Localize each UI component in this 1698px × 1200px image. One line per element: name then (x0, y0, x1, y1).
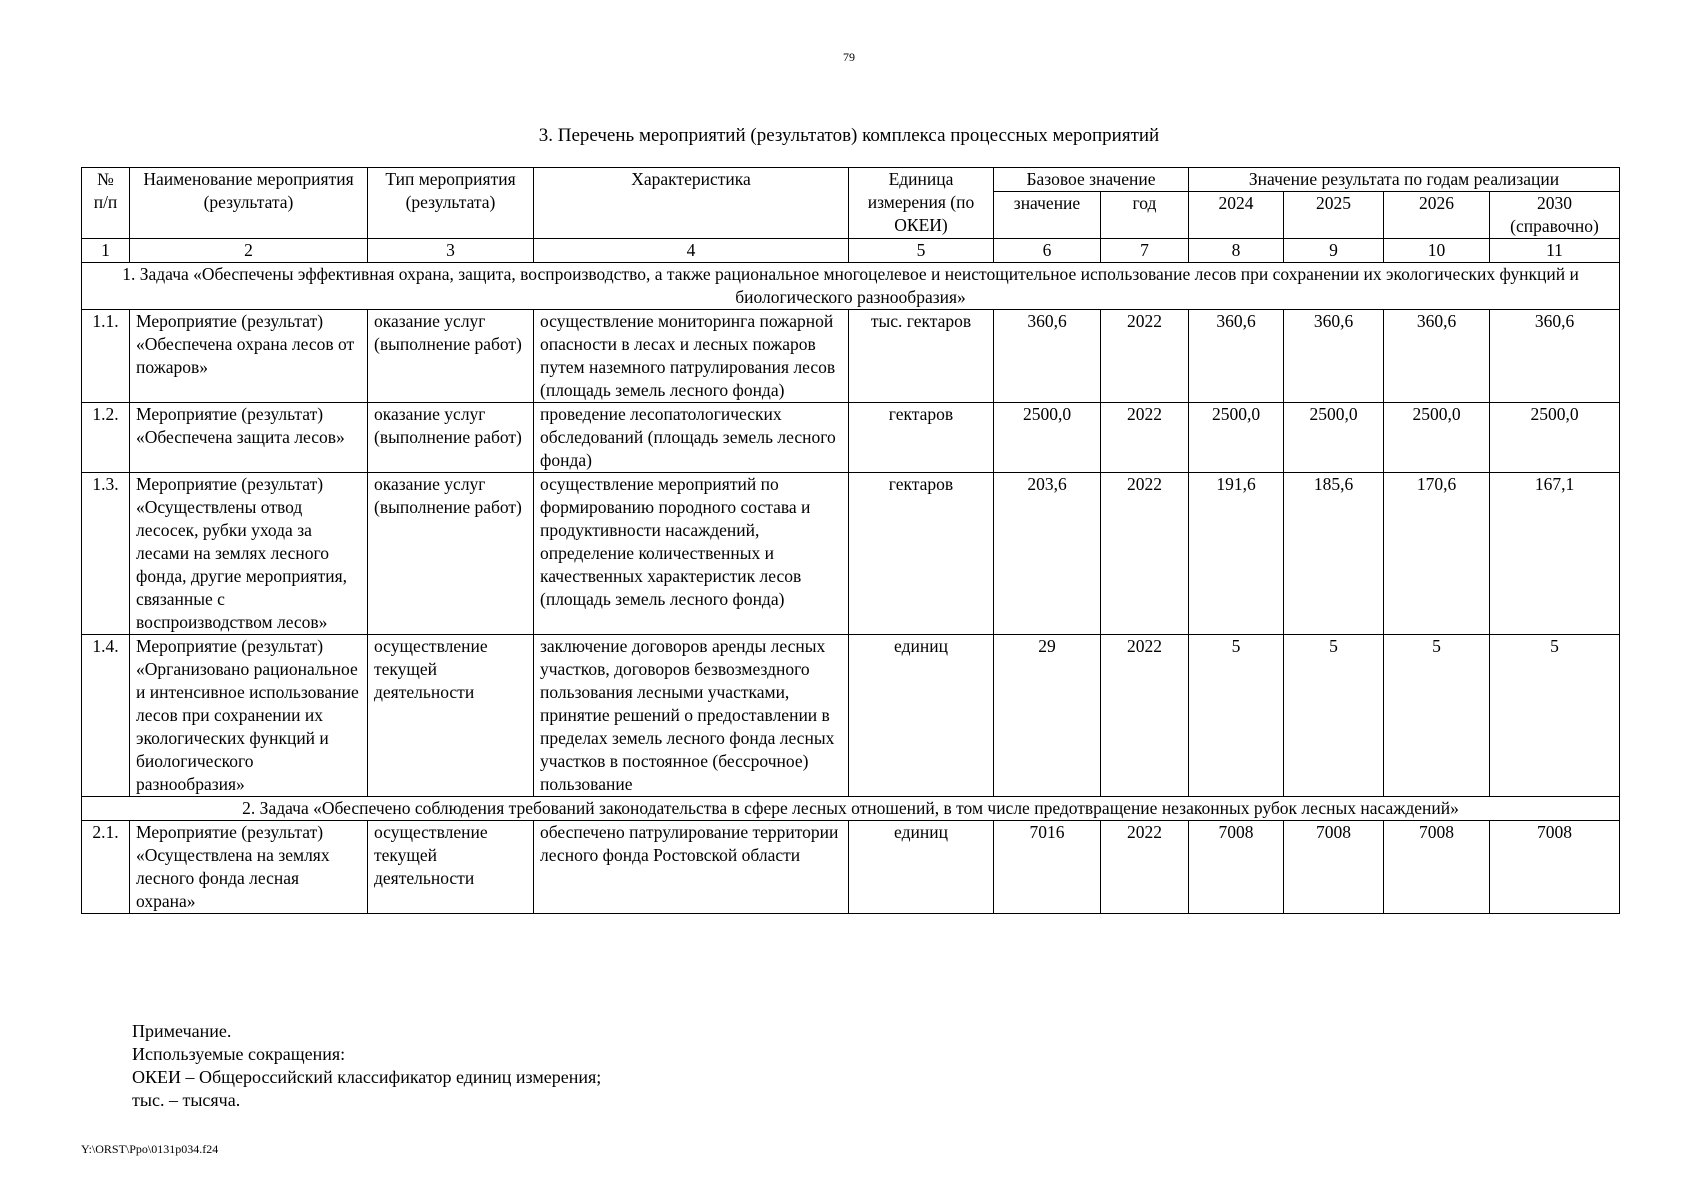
value-2026: 5 (1384, 635, 1490, 797)
column-number: 8 (1189, 239, 1284, 263)
value-2024: 5 (1189, 635, 1284, 797)
table-row (82, 403, 1620, 473)
value-2025: 360,6 (1284, 310, 1384, 403)
measure-name: Мероприятие (результат) «Осуществлена на землях лесного фонда лесная охрана» (130, 821, 368, 914)
footnote (132, 1020, 601, 1112)
base-value: 203,6 (994, 473, 1101, 635)
document-title: 3. Перечень мероприятий (результатов) комплекса процессных мероприятий (538, 125, 1160, 146)
measure-characteristic: заключение договоров аренды лесных участков, договоров безвозмездного пользования лесными участками, принятие решений о предоставлении в пределах земель лесного фонда лесных участков в постоянное (бессрочное) пользование (534, 635, 849, 797)
footnote-line: ОКЕИ – Общероссийский классификатор единиц измерения; (132, 1067, 602, 1087)
base-year: 2022 (1101, 473, 1189, 635)
measure-type: осуществление текущей деятельности (368, 635, 534, 797)
measure-type: оказание услуг (выполнение работ) (368, 403, 534, 473)
value-2024: 360,6 (1189, 310, 1284, 403)
measure-name: Мероприятие (результат) «Осуществлены отвод лесосек, рубки ухода за лесами на землях лесного фонда, другие мероприятия, связанные с воспроизводством лесов» (130, 473, 368, 635)
base-year: 2022 (1101, 821, 1189, 914)
header-year-2025: 2025 (1284, 192, 1384, 239)
value-2025: 185,6 (1284, 473, 1384, 635)
table-row (82, 310, 1620, 403)
value-2030: 2500,0 (1490, 403, 1620, 473)
value-2030: 360,6 (1490, 310, 1620, 403)
header-characteristic: Характеристика (534, 168, 849, 239)
task-row-1 (82, 263, 1620, 310)
base-value: 360,6 (994, 310, 1101, 403)
measure-unit: тыс. гектаров (849, 310, 994, 403)
measure-unit: гектаров (849, 473, 994, 635)
base-value: 2500,0 (994, 403, 1101, 473)
header-year-2024: 2024 (1189, 192, 1284, 239)
row-number: 2.1. (82, 821, 130, 914)
column-number: 2 (130, 239, 368, 263)
measures-table (81, 167, 1620, 914)
file-path: Y:\ORST\Ppo\0131p034.f24 (81, 1142, 219, 1156)
value-2025: 7008 (1284, 821, 1384, 914)
column-number: 1 (82, 239, 130, 263)
base-year: 2022 (1101, 310, 1189, 403)
row-number: 1.4. (82, 635, 130, 797)
header-name: Наименование мероприятия (результата) (130, 168, 368, 239)
column-number: 5 (849, 239, 994, 263)
column-number: 3 (368, 239, 534, 263)
value-2026: 360,6 (1384, 310, 1490, 403)
base-year: 2022 (1101, 403, 1189, 473)
value-2024: 2500,0 (1189, 403, 1284, 473)
measure-name: Мероприятие (результат) «Организовано рациональное и интенсивное использование лесов при сохранении их экологических функций и биологического разнообразия» (130, 635, 368, 797)
base-value: 7016 (994, 821, 1101, 914)
value-2025: 5 (1284, 635, 1384, 797)
header-base-value: значение (994, 192, 1101, 239)
column-number: 10 (1384, 239, 1490, 263)
header-base-year: год (1101, 192, 1189, 239)
column-number: 9 (1284, 239, 1384, 263)
row-number: 1.3. (82, 473, 130, 635)
header-type: Тип мероприятия (результата) (368, 168, 534, 239)
value-2026: 2500,0 (1384, 403, 1490, 473)
base-year: 2022 (1101, 635, 1189, 797)
column-number: 4 (534, 239, 849, 263)
measure-name: Мероприятие (результат) «Обеспечена охрана лесов от пожаров» (130, 310, 368, 403)
table-row (82, 635, 1620, 797)
table-row (82, 473, 1620, 635)
measure-unit: единиц (849, 821, 994, 914)
row-number: 1.2. (82, 403, 130, 473)
measure-characteristic: осуществление мероприятий по формированию породного состава и продуктивности насаждений, определение количественных и качественных характеристик лесов (площадь земель лесного фонда) (534, 473, 849, 635)
task-2-title: 2. Задача «Обеспечено соблюдения требований законодательства в сфере лесных отношений, в том числе предотвращение незаконных рубок лесных насаждений» (82, 797, 1620, 821)
value-2024: 7008 (1189, 821, 1284, 914)
column-number: 11 (1490, 239, 1620, 263)
measure-characteristic: проведение лесопатологических обследований (площадь земель лесного фонда) (534, 403, 849, 473)
column-number-row (82, 239, 1620, 263)
table-row (82, 821, 1620, 914)
base-value: 29 (994, 635, 1101, 797)
header-base: Базовое значение (994, 168, 1189, 192)
measure-characteristic: осуществление мониторинга пожарной опасности в лесах и лесных пожаров путем наземного патрулирования лесов (площадь земель лесного фонда) (534, 310, 849, 403)
measure-type: осуществление текущей деятельности (368, 821, 534, 914)
value-2024: 191,6 (1189, 473, 1284, 635)
measure-unit: единиц (849, 635, 994, 797)
footnote-line: Примечание. (132, 1021, 232, 1041)
value-2030: 5 (1490, 635, 1620, 797)
task-row-2 (82, 797, 1620, 821)
task-1-title: 1. Задача «Обеспечены эффективная охрана, защита, воспроизводство, а также рациональное многоцелевое и неистощительное использование лесов при сохранении их экологических функций и биологического разнообразия» (82, 263, 1620, 310)
measure-type: оказание услуг (выполнение работ) (368, 473, 534, 635)
column-number: 7 (1101, 239, 1189, 263)
measure-characteristic: обеспечено патрулирование территории лесного фонда Ростовской области (534, 821, 849, 914)
header-row-1 (82, 168, 1620, 192)
value-2030: 167,1 (1490, 473, 1620, 635)
header-unit: Единица измерения (по ОКЕИ) (849, 168, 994, 239)
page-number: 79 (843, 50, 855, 64)
header-years-group: Значение результата по годам реализации (1189, 168, 1620, 192)
value-2030: 7008 (1490, 821, 1620, 914)
row-number: 1.1. (82, 310, 130, 403)
measure-type: оказание услуг (выполнение работ) (368, 310, 534, 403)
footnote-line: тыс. – тысяча. (132, 1090, 241, 1110)
measure-unit: гектаров (849, 403, 994, 473)
measure-name: Мероприятие (результат) «Обеспечена защита лесов» (130, 403, 368, 473)
header-no: № п/п (82, 168, 130, 239)
column-number: 6 (994, 239, 1101, 263)
header-year-2030: 2030 (справочно) (1490, 192, 1620, 239)
header-year-2026: 2026 (1384, 192, 1490, 239)
footnote-line: Используемые сокращения: (132, 1044, 346, 1064)
value-2026: 7008 (1384, 821, 1490, 914)
value-2026: 170,6 (1384, 473, 1490, 635)
value-2025: 2500,0 (1284, 403, 1384, 473)
